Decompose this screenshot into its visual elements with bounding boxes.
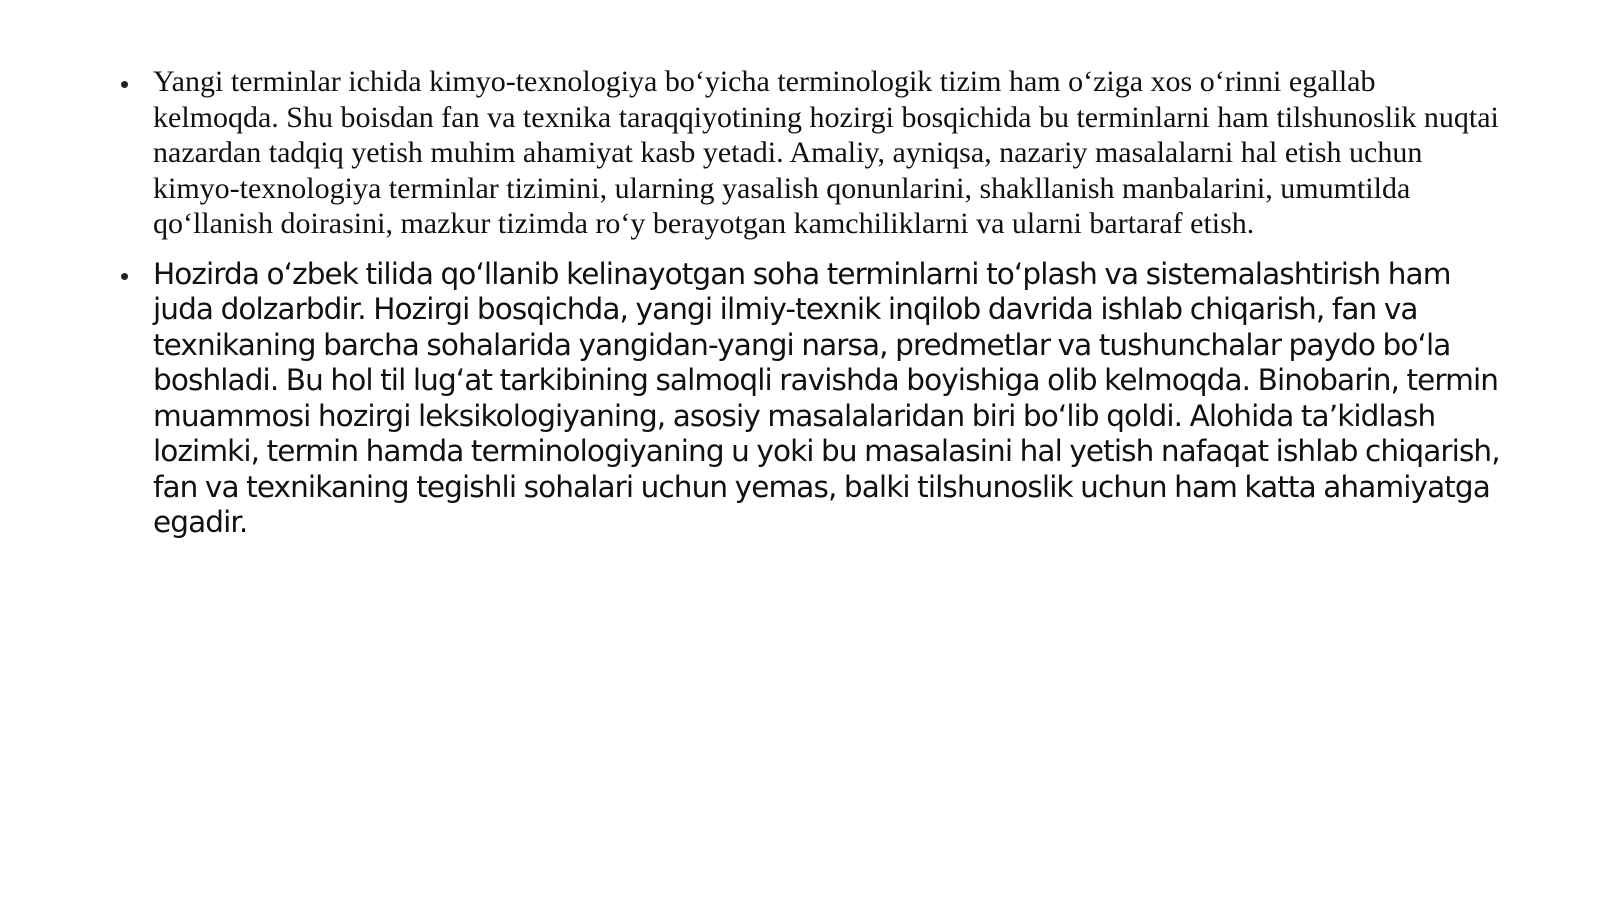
bullet-marker: • [120,260,130,291]
bullet-item-1 [120,64,1500,242]
bullet-marker: • [120,69,130,99]
bullet-item-2 [120,257,1500,541]
bullet-text: Hozirda o‘zbek tilida qo‘llanib kelinayotgan soha terminlarni to‘plash va sistemalashtirish ham juda dolzarbdir. Hozirgi bosqichda, yangi ilmiy-texnik inqilob davrida ishlab chiqarish, fan va texnikaning barcha sohalarida yangidan-yangi narsa, predmetlar va tushunchalar paydo bo‘la boshladi. Bu hol til lug‘at tarkibining salmoqli ravishda boyishiga olib kelmoqda. Binobarin, termin muammosi hozirgi leksikologiyaning, asosiy masalalaridan biri bo‘lib qoldi. Alohida ta’kidlash lozimki, termin hamda terminologiyaning u yoki bu masalasini hal yetish nafaqat ishlab chiqarish, fan va texnikaning tegishli sohalari uchun yemas, balki tilshunoslik uchun ham katta ahamiyatga egadir. [153,256,1500,539]
bullet-list [120,64,1500,541]
bullet-text: Yangi terminlar ichida kimyo-texnologiya bo‘yicha terminologik tizim ham o‘ziga xos o‘rinni egallab kelmoqda. Shu boisdan fan va texnika taraqqiyotining hozirgi bosqichida bu terminlarni ham tilshunoslik nuqtai nazardan tadqiq yetish muhim ahamiyat kasb yetadi. Amaliy, ayniqsa, nazariy masalalarni hal etish uchun kimyo-texnologiya terminlar tizimini, ularning yasalish qonunlarini, shakllanish manbalarini, umumtilda qo‘llanish doirasini, mazkur tizimda ro‘y berayotgan kamchiliklarni va ularni bartaraf etish. [153,65,1499,240]
